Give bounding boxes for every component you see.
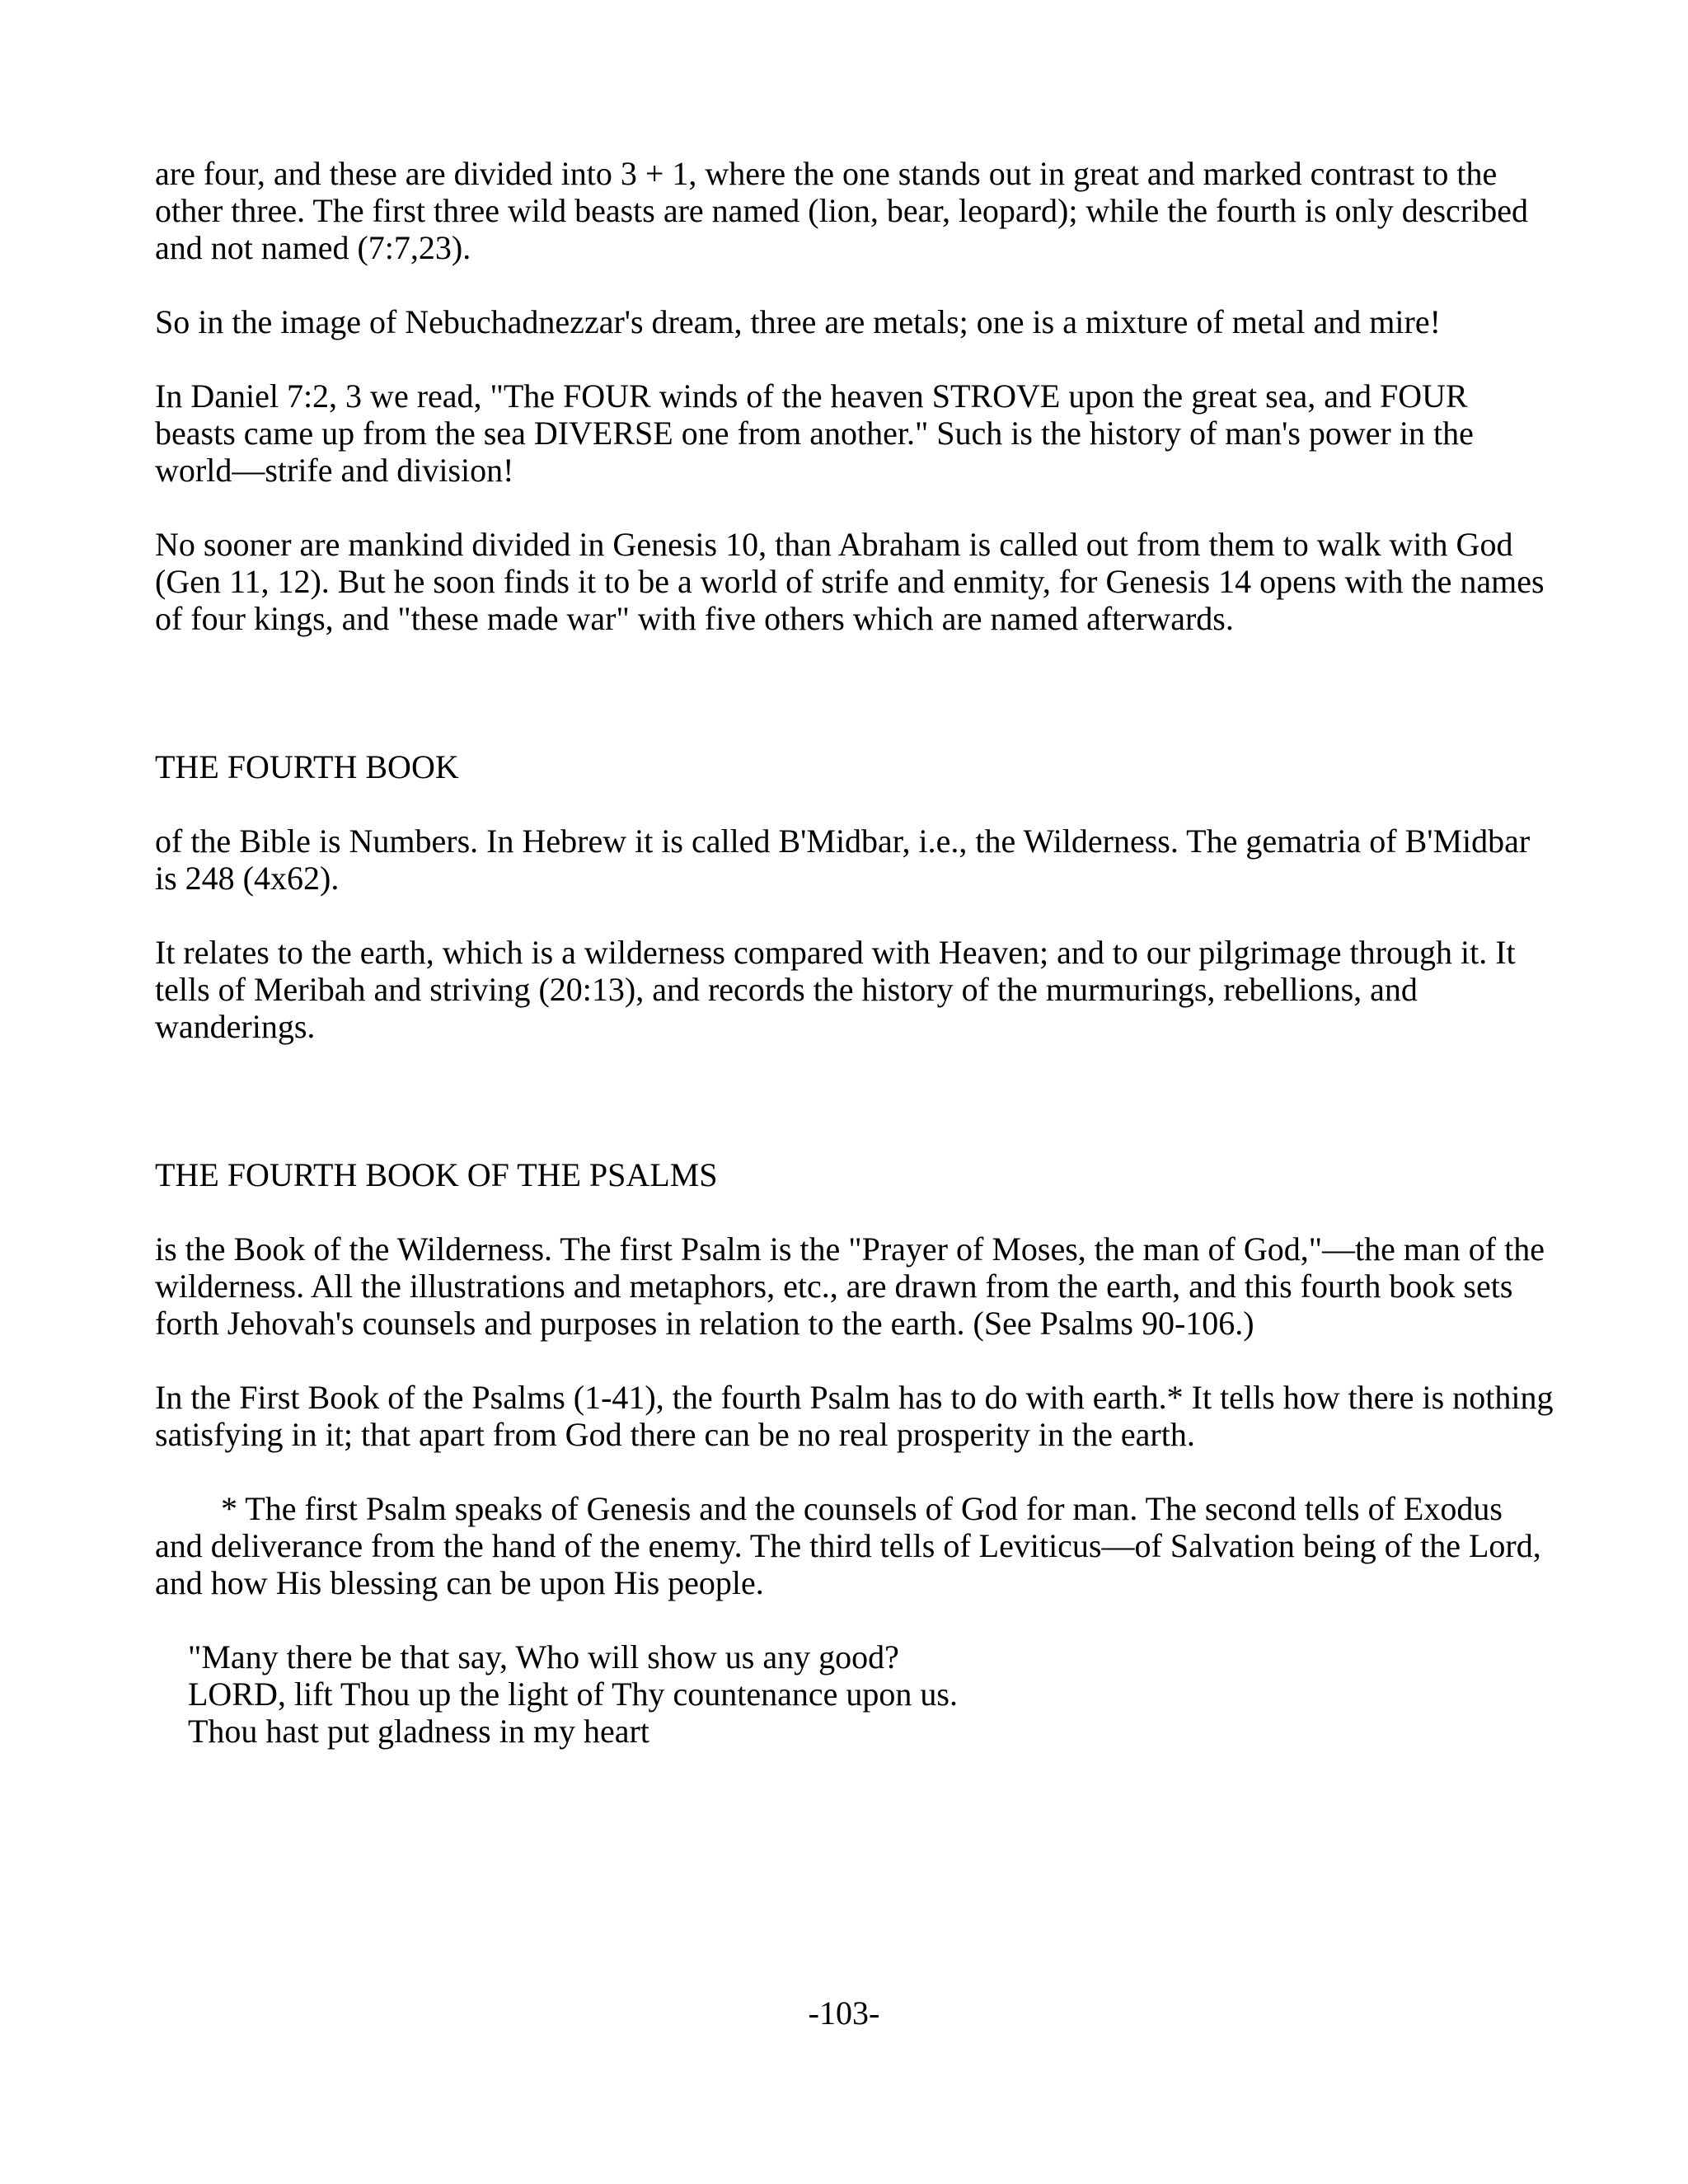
- paragraph-book-of-wilderness: is the Book of the Wilderness. The first Psalm is the "Prayer of Moses, the man of God,"—the man of the wilderness. All the illustrations and metaphors, etc., are drawn from the earth, and this fourth book sets forth Jehovah's counsels and purposes in relation to the earth. (See Psalms 90-106.): [155, 1230, 1545, 1342]
- paragraph-beasts: are four, and these are divided into 3 + 1, where the one stands out in great and marked contrast to the other three. The first three wild beasts are named (lion, bear, leopard); while the fourth is only described and not named (7:7,23).: [155, 155, 1528, 266]
- page-body: [155, 155, 1556, 1750]
- verse-line: "Many there be that say, Who will show us any good?: [188, 1638, 899, 1675]
- paragraph-first-book-psalms: In the First Book of the Psalms (1-41), the fourth Psalm has to do with earth.* It tells how there is nothing satisfying in it; that apart from God there can be no real prosperity in the earth.: [155, 1379, 1554, 1453]
- psalm-quote: [188, 1638, 1556, 1750]
- paragraph-daniel: In Daniel 7:2, 3 we read, "The FOUR winds of the heaven STROVE upon the great sea, and FOUR beasts came up from the sea DIVERSE one from another." Such is the history of man's power in the world—strife and division!: [155, 377, 1474, 489]
- paragraph-genesis: No sooner are mankind divided in Genesis 10, than Abraham is called out from them to walk with God (Gen 11, 12). But he soon finds it to be a world of strife and enmity, for Genesis 14 opens with the names of four kings, and "these made war" with five others which are named afterwards.: [155, 526, 1545, 637]
- paragraph-nebuchadnezzar: So in the image of Nebuchadnezzar's dream, three are metals; one is a mixture of metal and mire!: [155, 303, 1441, 340]
- heading-fourth-book-psalms: THE FOURTH BOOK OF THE PSALMS: [155, 1156, 718, 1193]
- paragraph-numbers: of the Bible is Numbers. In Hebrew it is called B'Midbar, i.e., the Wilderness. The gematria of B'Midbar is 248 (4x62).: [155, 823, 1531, 897]
- footnote: * The first Psalm speaks of Genesis and the counsels of God for man. The second tells of Exodus and deliverance from the hand of the enemy. The third tells of Leviticus—of Salvation being of the Lord, and how His blessing can be upon His people.: [155, 1490, 1541, 1601]
- heading-fourth-book: THE FOURTH BOOK: [155, 748, 459, 785]
- verse-line: Thou hast put gladness in my heart: [188, 1713, 649, 1750]
- paragraph-wilderness: It relates to the earth, which is a wilderness compared with Heaven; and to our pilgrimage through it. It tells of Meribah and striving (20:13), and records the history of the murmurings, rebellions, and wanderings.: [155, 934, 1516, 1045]
- verse-line: LORD, lift Thou up the light of Thy countenance upon us.: [188, 1675, 958, 1713]
- page-number: -103-: [808, 1994, 880, 2032]
